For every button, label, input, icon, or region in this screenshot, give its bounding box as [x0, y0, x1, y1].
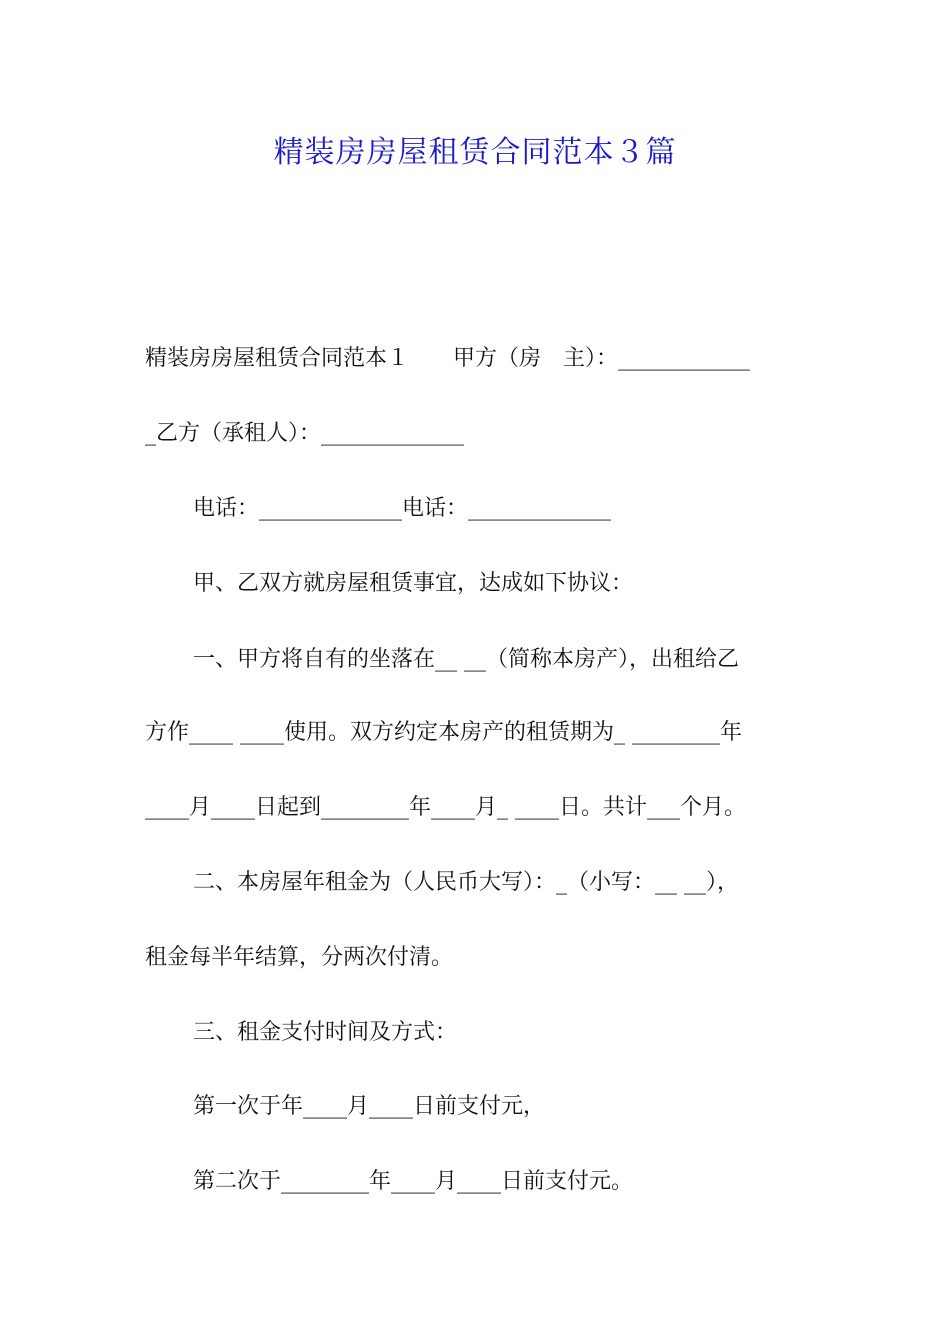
- paragraph-clause-3: 三、租金支付时间及方式：: [193, 1020, 458, 1045]
- paragraph-parties-header: 精装房房屋租赁合同范本１ 甲方（房 主）：____________: [145, 346, 751, 371]
- document-title: 精装房房屋租赁合同范本３篇: [273, 135, 677, 170]
- paragraph-clause-1-cont: 方作____ ____使用。双方约定本房产的租赁期为_ ________年: [145, 720, 742, 745]
- paragraph-clause-2: 二、本房屋年租金为（人民币大写）：_（小写：__ __），: [193, 870, 739, 895]
- paragraph-clause-1: 一、甲方将自有的坐落在__ __（简称本房产），出租给乙: [193, 647, 739, 672]
- paragraph-clause-1-cont-2: ____月____日起到________年____月_ ____日。共计___个月。: [145, 795, 746, 820]
- paragraph-tenant: _乙方（承租人）：_____________: [145, 421, 465, 446]
- paragraph-payment-1: 第一次于年____月____日前支付元，: [193, 1094, 546, 1119]
- paragraph-phones: 电话：_____________电话：_____________: [193, 496, 612, 521]
- paragraph-clause-2-cont: 租金每半年结算，分两次付清。: [145, 945, 454, 970]
- paragraph-agreement-intro: 甲、乙双方就房屋租赁事宜，达成如下协议：: [193, 571, 634, 596]
- paragraph-payment-2: 第二次于________年____月____日前支付元。: [193, 1169, 634, 1194]
